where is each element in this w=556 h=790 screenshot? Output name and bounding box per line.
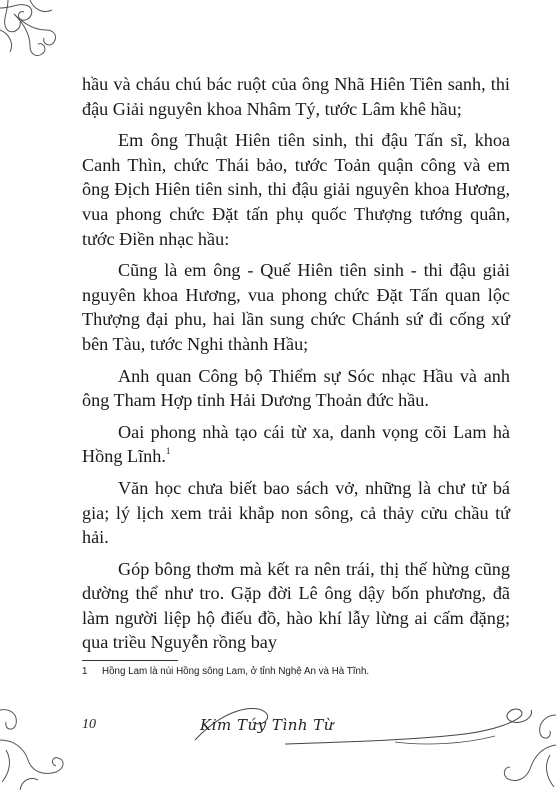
- paragraph: Cũng là em ông - Quế Hiên tiên sinh - thi đậu giải nguyên khoa Hương, vua phong chức Đặt Tấn quan lộc Thượng đại phu, hai lần sung chức Chánh sứ đi cống xứ bên Tàu, tước Nghi thành Hầu;: [82, 260, 510, 354]
- footnote-text: Hồng Lam là núi Hồng sông Lam, ở tỉnh Nghệ An và Hà Tĩnh.: [102, 666, 370, 677]
- footnote-marker[interactable]: 1: [165, 446, 171, 457]
- footnote: [82, 666, 510, 677]
- footnote-number: 1: [82, 666, 88, 677]
- body-text: [82, 72, 510, 662]
- paragraph: Văn học chưa biết bao sách vở, những là chư tử bá gia; lý lịch xem trải khắp non sông, cả thảy cửu chầu tứ hải.: [82, 477, 510, 548]
- paragraph: Anh quan Công bộ Thiểm sự Sóc nhạc Hầu và anh ông Tham Hợp tỉnh Hải Dương Thoản đức hầu.: [82, 365, 510, 411]
- paragraph: Em ông Thuật Hiên tiên sinh, thi đậu Tấn sĩ, khoa Canh Thìn, chức Thái bảo, tước Toản quận công và em ông Địch Hiên tiên sinh, thi đậu giải nguyên khoa Hương, vua phong chức Đặt tấn phụ quốc Thượng tướng quân, tước Điền nhạc hầu:: [82, 130, 510, 249]
- paragraph: Góp bông thơm mà kết ra nên trái, thị thế hừng cũng dường thể như tro. Gặp đời Lê ông dậy bốn phương, đã làm người liệp hộ điếu đồ, hào khí lẫy lừng ai cấm đặng; qua triều Nguyễn rồng bay: [82, 558, 510, 653]
- paragraph: hầu và cháu chú bác ruột của ông Nhã Hiên Tiên sanh, thi đậu Giải nguyên khoa Nhâm Tý, tước Lâm khê hầu;: [82, 74, 510, 119]
- paragraph: Oai phong nhà tạo cái từ xa, danh vọng cõi Lam hà Hồng Lĩnh.$^1$: [82, 421, 510, 467]
- corner-ornament-top-left: [0, 0, 70, 70]
- page-number: 10: [82, 717, 96, 732]
- running-title: Kim Túy Tình Từ: [200, 716, 334, 734]
- footnote-divider: [82, 660, 178, 661]
- corner-ornament-bottom-left: [0, 690, 70, 790]
